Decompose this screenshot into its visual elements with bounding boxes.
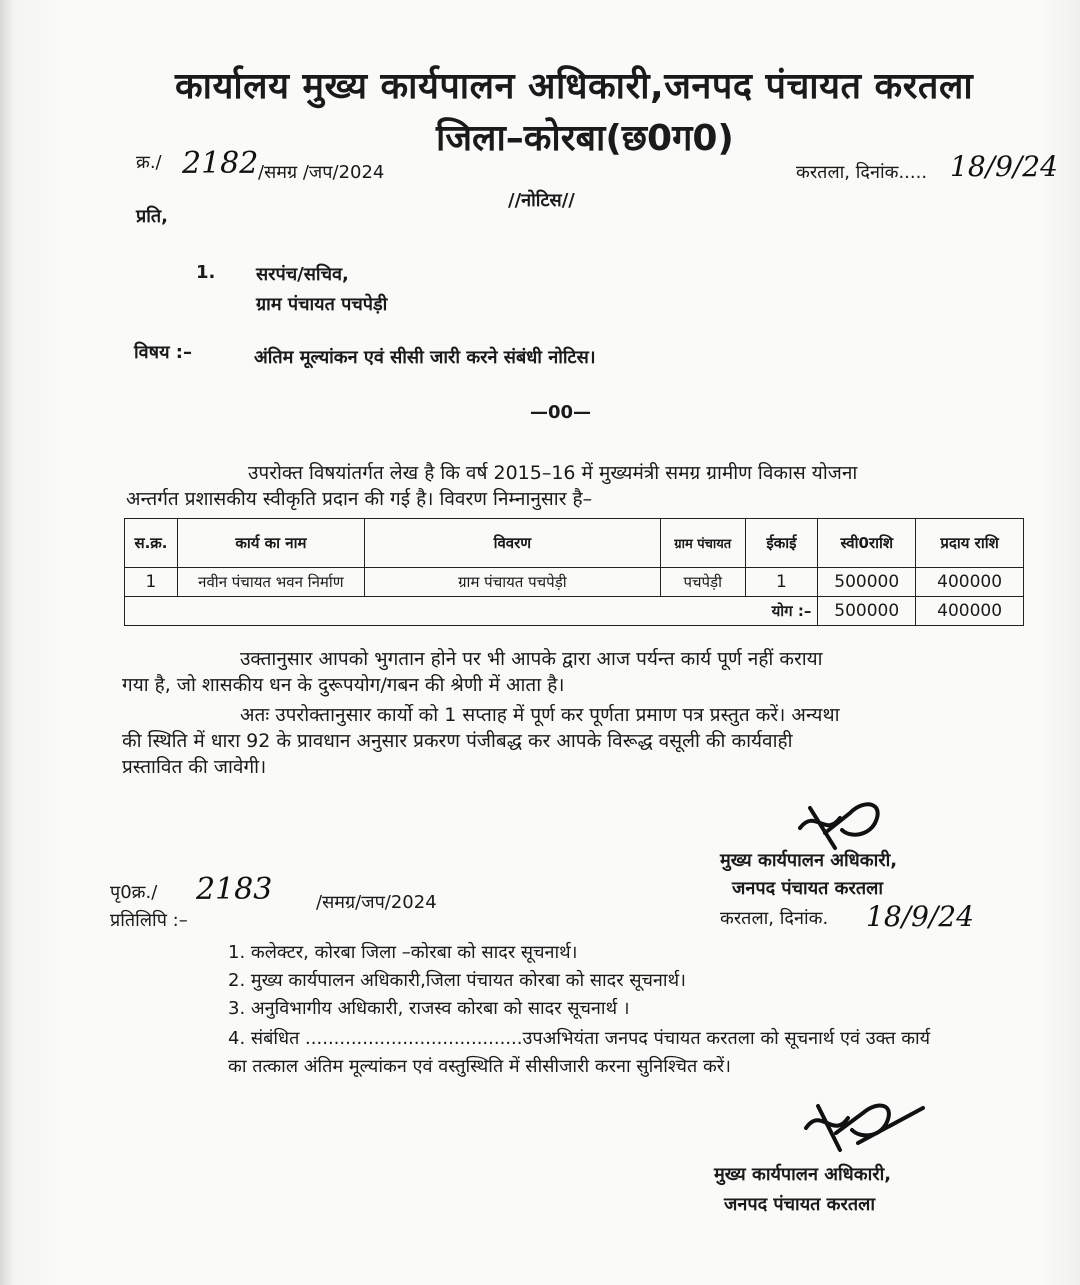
- table-total-row: [125, 597, 1024, 626]
- copy-ref-number-handwritten: 2183: [196, 872, 273, 907]
- cell-details: ग्राम पंचायत पचपेड़ी: [364, 568, 660, 597]
- subject-text: अंतिम मूल्यांकन एवं सीसी जारी करने संबंधी नोटिस।: [254, 347, 596, 368]
- copy-ref-suffix: /समग्र/जप/2024: [316, 892, 437, 913]
- body-p2-line2: की स्थिति में धारा 92 के प्रावधान अनुसार प्रकरण पंजीबद्ध कर आपके विरूद्ध वसूली की कार्यवाही: [122, 730, 793, 752]
- body-p2-line3: प्रस्तावित की जावेगी।: [122, 756, 267, 778]
- header-work-name: कार्य का नाम: [177, 519, 364, 568]
- date-label: करतला, दिनांक.....: [796, 162, 928, 183]
- cell-unit: 1: [745, 568, 818, 597]
- to-item-number: 1.: [196, 262, 216, 283]
- header-serial: स.क्र.: [125, 519, 178, 568]
- signature1-designation: मुख्य कार्यपालन अधिकारी,: [720, 850, 898, 871]
- to-label: प्रति,: [136, 206, 169, 227]
- table-row: [125, 568, 1024, 597]
- total-sanctioned: 500000: [818, 597, 916, 626]
- works-table: [124, 518, 1024, 626]
- body-p1-line2: गया है, जो शासकीय धन के दुरूपयोग/गबन की श्रेणी में आता है।: [122, 674, 565, 696]
- cell-gram-panchayat: पचपेड़ी: [660, 568, 745, 597]
- subject-label: विषय :–: [134, 342, 192, 363]
- copy-item-4-cont: का तत्काल अंतिम मूल्यांकन एवं वस्तुस्थिति में सीसीजारी करना सुनिश्चित करें।: [228, 1056, 731, 1077]
- copy-item-2: 2. मुख्य कार्यपालन अधिकारी,जिला पंचायत कोरबा को सादर सूचनार्थ।: [228, 970, 686, 991]
- ref-number-handwritten: 2182: [182, 146, 259, 181]
- copy-item-1: 1. कलेक्टर, कोरबा जिला –कोरबा को सादर सूचनार्थ।: [228, 942, 578, 963]
- total-released: 400000: [916, 597, 1024, 626]
- header-unit: ईकाई: [745, 519, 818, 568]
- date-handwritten: 18/9/24: [950, 150, 1058, 183]
- total-label: योग :–: [125, 597, 818, 626]
- ref-prefix: क्र./: [136, 152, 162, 173]
- copy-item-4: 4. संबंधित ......................................उपअभियंता जनपद पंचायत करतला को सूचनार्थ एवं उक्त कार्य: [228, 1028, 931, 1049]
- header-details: विवरण: [364, 519, 660, 568]
- header-released-amount: प्रदाय राशि: [916, 519, 1024, 568]
- copy-date-label: करतला, दिनांक.: [720, 908, 829, 929]
- ref-suffix: /समग्र /जप/2024: [258, 162, 385, 183]
- copy-label: प्रतिलिपि :–: [110, 910, 188, 931]
- intro-line1: उपरोक्त विषयांतर्गत लेख है कि वर्ष 2015–16 में मुख्यमंत्री समग्र ग्रामीण विकास योजना: [248, 462, 858, 484]
- intro-line2: अन्तर्गत प्रशासकीय स्वीकृति प्रदान की गई है। विवरण निम्नानुसार है–: [126, 488, 593, 510]
- copy-ref-prefix: पृ0क्र./: [110, 882, 158, 903]
- header-sanctioned-amount: स्वी0राशि: [818, 519, 916, 568]
- cell-serial: 1: [125, 568, 178, 597]
- body-p2-line1: अतः उपरोक्तानुसार कार्यो को 1 सप्ताह में पूर्ण कर पूर्णता प्रमाण पत्र प्रस्तुत करें। अन्यथा: [240, 704, 840, 726]
- body-p1-line1: उक्तानुसार आपको भुगतान होने पर भी आपके द्वारा आज पर्यन्त कार्य पूर्ण नहीं कराया: [240, 648, 823, 670]
- cell-work-name: नवीन पंचायत भवन निर्माण: [177, 568, 364, 597]
- signature2-designation: मुख्य कार्यपालन अधिकारी,: [714, 1164, 892, 1185]
- district-title: जिला–कोरबा(छ0ग0): [436, 118, 734, 159]
- cell-released: 400000: [916, 568, 1024, 597]
- copy-date-handwritten: 18/9/24: [866, 900, 974, 933]
- to-line1: सरपंच/सचिव,: [256, 264, 349, 285]
- signature1-office: जनपद पंचायत करतला: [732, 878, 883, 899]
- copy-item-3: 3. अनुविभागीय अधिकारी, राजस्व कोरबा को सादर सूचनार्थ ।: [228, 998, 630, 1019]
- header-gram-panchayat: ग्राम पंचायत: [660, 519, 745, 568]
- office-title: कार्यालय मुख्य कार्यपालन अधिकारी,जनपद पंचायत करतला: [175, 66, 974, 107]
- to-line2: ग्राम पंचायत पचपेड़ी: [256, 294, 388, 315]
- signature-mark-2: [788, 1088, 928, 1158]
- notice-title: //नोटिस//: [508, 190, 575, 211]
- cell-sanctioned: 500000: [818, 568, 916, 597]
- separator: —00—: [530, 402, 592, 423]
- signature2-office: जनपद पंचायत करतला: [724, 1194, 875, 1215]
- table-header-row: [125, 519, 1024, 568]
